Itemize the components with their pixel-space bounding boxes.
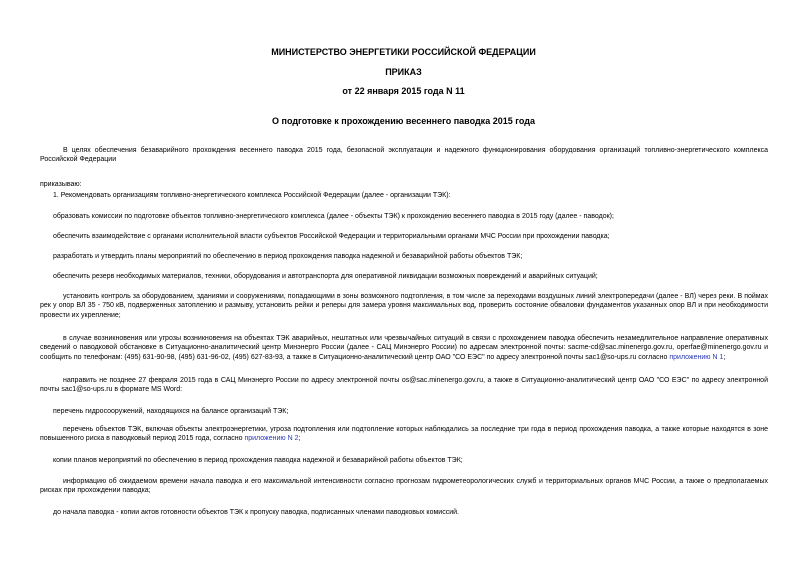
- reserve-paragraph: обеспечить резерв необходимых материалов, техники, оборудования и автотранспорта для оперативной ликвидации возможных повреждений и аварийных ситуаций;: [53, 273, 598, 280]
- commissions-paragraph: образовать комиссии по подготовке объектов топливно-энергетического комплекса (далее - объекты ТЭК) к прохождению весеннего паводка в 2015 году (далее - паводок);: [53, 213, 614, 220]
- emergency-paragraph: [40, 334, 768, 362]
- document-title: О подготовке к прохождению весеннего паводка 2015 года: [272, 116, 535, 126]
- control-paragraph: установить контроль за оборудованием, зданиями и сооружениями, попадающими в зоны возможного подтопления, в том числе за переходами воздушных линий электропередачи (далее - ВЛ) через реки. В поймах рек у опор ВЛ 35 - 750 кВ, подверженных затоплению и размыву, установить рейки и реперы для замера уровня максимальных вод, проверить состояние обваловки фундаментов указанных опор ВЛ и при необходимости провести их укрепление;: [40, 293, 768, 319]
- intro-paragraph: В целях обеспечения безаварийного прохождения весеннего паводка 2015 года, безопасной эксплуатации и надежного функционирования оборудования организаций топливно-энергетического комплекса Российской Федерации: [40, 147, 768, 164]
- ministry-heading: МИНИСТЕРСТВО ЭНЕРГЕТИКИ РОССИЙСКОЙ ФЕДЕРАЦИИ: [271, 47, 536, 57]
- emergency-end: ;: [723, 353, 726, 361]
- item-1-paragraph: 1. Рекомендовать организациям топливно-энергетического комплекса Российской Федерации (далее - организации ТЭК):: [53, 192, 451, 199]
- copies-paragraph: копии планов мероприятий по обеспечению в период прохождения паводка надежной и безаварийной работы объектов ТЭК;: [53, 457, 463, 464]
- plans-paragraph: разработать и утвердить планы мероприятий по обеспечению в период прохождения паводка надежной и безаварийной работы объектов ТЭК;: [53, 253, 523, 260]
- interaction-paragraph: обеспечить взаимодействие с органами исполнительной власти субъектов Российской Федерации и территориальными органами МЧС России при прохождении паводка;: [53, 233, 610, 240]
- objects-text: перечень объектов ТЭК, включая объекты электроэнергетики, угроза подтопления или подтопление которых наблюдались за последние три года в период прохождения паводка, а также которые находятся в зоне повышенного риска в паводковый период 2015 года, согласно: [40, 426, 768, 443]
- date-number-heading: от 22 января 2015 года N 11: [342, 86, 465, 96]
- send-paragraph: направить не позднее 27 февраля 2015 года в САЦ Минэнерго России по адресу электронной почты os@sac.minenergo.gov.ru, а также в Ситуационно-аналитический центр ОАО "СО ЕЭС" по адресу электронной почты sac1@so-ups.ru в формате MS Word:: [40, 377, 768, 394]
- appendix-2-link[interactable]: приложению N 2: [244, 435, 299, 443]
- hydro-paragraph: перечень гидросооружений, находящихся на балансе организаций ТЭК;: [53, 408, 289, 415]
- acts-paragraph: до начала паводка - копии актов готовности объектов ТЭК к пропуску паводка, подписанных членами паводковых комиссий.: [53, 509, 459, 516]
- emergency-text: в случае возникновения или угрозы возникновения на объектах ТЭК аварийных, нештатных или чрезвычайных ситуаций в связи с прохождением паводка обеспечить незамедлительное направление оперативных сведений о паводковой обстановке в Ситуационно-аналитический центр Минэнерго России (далее - САЦ Минэнерго России) по адресам электронной почты: sacmе-cd@sac.minenergo.gov.ru, operfae@minenergo.gov.ru и сообщить по телефонам: (495) 631-90-98, (495) 631-96-02, (495) 627-83-93, а также в Ситуационно-аналитический центр ОАО "СО ЕЭС" по адресу электронной почты sac1@so-ups.ru согласно: [40, 335, 768, 361]
- objects-paragraph: [40, 425, 768, 444]
- doc-type-heading: ПРИКАЗ: [385, 67, 422, 77]
- info-paragraph: информацию об ожидаемом времени начала паводка и его максимальной интенсивности согласно прогнозам гидрометеорологических служб и территориальных органов МЧС России, а также о предполагаемых рисках при прохождении паводка;: [40, 478, 768, 495]
- appendix-1-link[interactable]: приложению N 1: [669, 353, 724, 361]
- prikazyvayu-paragraph: приказываю:: [40, 181, 82, 188]
- objects-end: ;: [298, 435, 301, 443]
